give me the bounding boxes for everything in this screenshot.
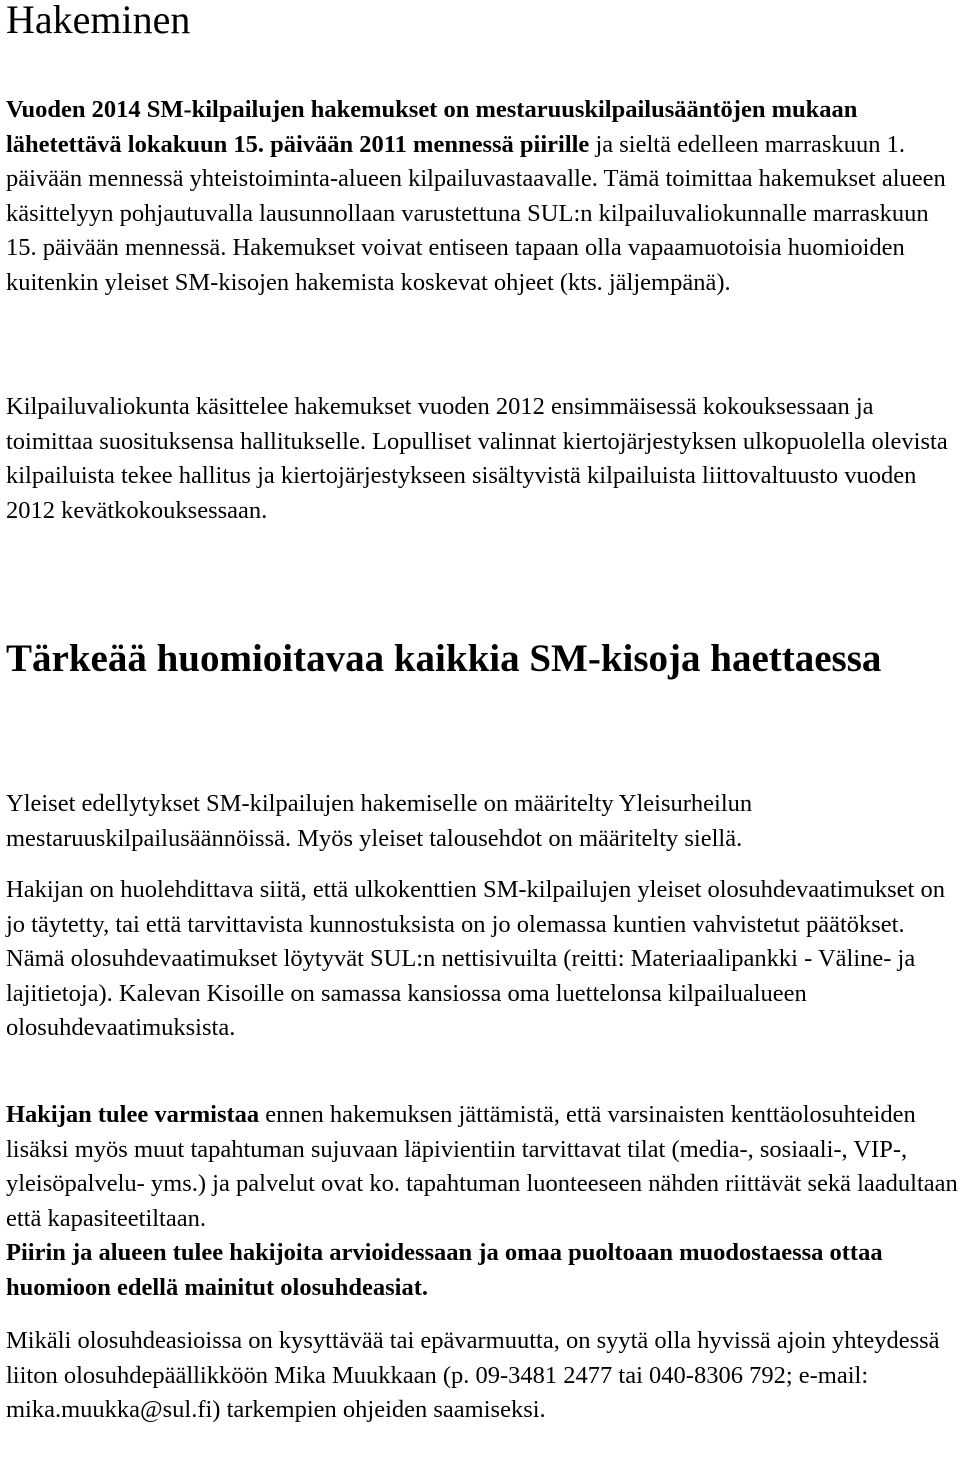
deadline-text: ja sieltä edelleen marraskuun 1. päivään mennessä yhteistoiminta-alueen kilpailuvastaavalle. Tämä toimittaa hakemukset alueen käsittelyyn pohjautuvalla lausunnollaan varustettuna SUL:n kilpailuvaliokunnalle marraskuun 15. päivään mennessä. Hakemukset voivat entiseen tapaan olla vapaamuotoisia huomioiden kuitenkin yleiset SM-kisojen hakemista koskevat ohjeet (kts. jäljempänä).	[6, 130, 946, 296]
paragraph-deadlines	[6, 93, 960, 300]
paragraph-contact: Mikäli olosuhdeasioissa on kysyttävää tai epävarmuutta, on syytä olla hyvissä ajoin yhteydessä liiton olosuhdepäällikköön Mika Muukkaan (p. 09-3481 2477 tai 040-8306 792; e-mail: mika.muukka@sul.fi) tarkempien ohjeiden saamiseksi.	[6, 1327, 940, 1423]
deadline-bold-text: Vuoden 2014 SM-kilpailujen hakemukset on mestaruuskilpailusääntöjen mukaan lähetettävä lokakuun 15. päivään 2011 mennessä piirille	[6, 96, 858, 158]
facilities-text: ennen hakemuksen jättämistä, että varsinaisten kenttäolosuhteiden lisäksi myös muut tapahtuman sujuvaan läpivientiin tarvittavat tilat (media-, sosiaali-, VIP-, yleisöpalvelu- yms.) ja palvelut ovat ko. tapahtuman luonteeseen nähden riittävät sekä laadultaan että kapasiteetiltaan.	[6, 1101, 958, 1232]
paragraph-committee: Kilpailuvaliokunta käsittelee hakemukset vuoden 2012 ensimmäisessä kokouksessaan ja toimittaa suosituksensa hallitukselle. Lopulliset valinnat kiertojärjestyksen ulkopuolella olevista kilpailuista tekee hallitus ja kiertojärjestykseen sisältyvistä kilpailuista liittovaltuusto vuoden 2012 kevätkokouksessaan.	[6, 393, 948, 524]
paragraph-conditions: Hakijan on huolehdittava siitä, että ulkokenttien SM-kilpailujen yleiset olosuhdevaatimukset on jo täytetty, tai että tarvittavista kunnostuksista on jo olemassa kuntien vahvistetut päätökset. Nämä olosuhdevaatimukset löytyvät SUL:n nettisivuilta (reitti: Materiaalipankki - Väline- ja lajitietoja). Kalevan Kisoille on samassa kansiossa oma luettelonsa kilpailualueen olosuhdevaatimuksista.	[6, 876, 945, 1041]
applicant-bold-text: Hakijan tulee varmistaa	[6, 1101, 260, 1128]
section-heading: Tärkeää huomioitavaa kaikkia SM-kisoja haettaessa	[6, 637, 882, 680]
page-title: Hakeminen	[6, 0, 191, 42]
paragraph-facilities	[6, 1098, 960, 1305]
paragraph-general-requirements: Yleiset edellytykset SM-kilpailujen hakemiselle on määritelty Yleisurheilun mestaruuskilpailusäännöissä. Myös yleiset talousehdot on määritelty siellä.	[6, 790, 753, 852]
district-bold-text: Piirin ja alueen tulee hakijoita arvioidessaan ja omaa puoltoaan muodostaessa ottaa huomioon edellä mainitut olosuhdeasiat.	[6, 1239, 883, 1301]
